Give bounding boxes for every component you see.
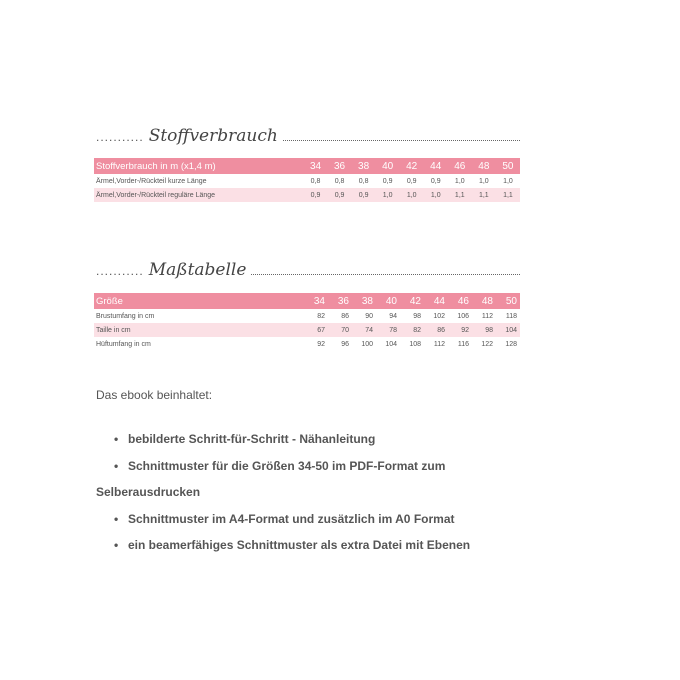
size-header: 42 bbox=[400, 293, 424, 309]
table-cell: 0,8 bbox=[334, 177, 345, 185]
row-label: Ärmel,Vorder-/Rückteil kurze Länge bbox=[96, 177, 207, 185]
size-header: 44 bbox=[424, 158, 448, 174]
table-row bbox=[94, 309, 520, 323]
table-cell: 1,0 bbox=[478, 177, 489, 185]
table-cell: 116 bbox=[457, 340, 469, 348]
size-header: 46 bbox=[448, 158, 472, 174]
list-item-text: Selberausdrucken bbox=[96, 485, 201, 499]
size-header: 48 bbox=[472, 293, 496, 309]
table-cell: 1,1 bbox=[472, 188, 496, 202]
row-label: Ärmel,Vorder-/Rückteil reguläre Länge bbox=[94, 188, 303, 202]
table-row bbox=[94, 174, 520, 188]
heading-dotted-line bbox=[283, 139, 520, 141]
table-cell: 78 bbox=[376, 323, 400, 337]
table-cell: 92 bbox=[317, 340, 325, 348]
table-cell: 74 bbox=[352, 323, 376, 337]
table-cell: 92 bbox=[448, 323, 472, 337]
table-cell: 102 bbox=[433, 312, 445, 320]
fabric-usage-title: Stoffverbrauch bbox=[148, 126, 278, 146]
list-item-text: Schnittmuster im A4-Format und zusätzlich im A0 Format bbox=[128, 511, 455, 526]
list-item bbox=[96, 533, 516, 559]
table-cell: 0,8 bbox=[310, 177, 321, 185]
size-header: 38 bbox=[352, 158, 376, 174]
fabric-usage-table bbox=[94, 158, 520, 202]
table-cell: 0,9 bbox=[352, 188, 376, 202]
table-cell: 104 bbox=[385, 340, 397, 348]
table-cell: 86 bbox=[424, 323, 448, 337]
list-item-text: bebilderte Schritt-für-Schritt - Nähanleitung bbox=[128, 432, 376, 446]
heading-dots: ........... bbox=[96, 130, 144, 144]
size-header: 34 bbox=[304, 293, 328, 309]
size-chart-table bbox=[94, 293, 520, 351]
heading-dots: ........... bbox=[96, 264, 144, 278]
table-cell: 104 bbox=[496, 323, 520, 337]
list-item bbox=[96, 427, 516, 453]
table-cell: 118 bbox=[505, 312, 517, 320]
table-cell: 1,0 bbox=[424, 188, 448, 202]
table-row bbox=[94, 323, 520, 337]
size-header: 48 bbox=[472, 158, 496, 174]
bullet-icon: • bbox=[114, 511, 119, 526]
table-cell: 122 bbox=[481, 340, 493, 348]
table-cell: 112 bbox=[433, 340, 445, 348]
table-header-row bbox=[94, 158, 520, 174]
table-cell: 1,0 bbox=[454, 177, 465, 185]
bullet-icon: • bbox=[114, 458, 119, 473]
table-cell: 86 bbox=[341, 312, 349, 320]
table-cell: 0,9 bbox=[430, 177, 441, 185]
size-header: 36 bbox=[328, 158, 352, 174]
bullet-icon: • bbox=[114, 538, 119, 552]
header-label: Größe bbox=[94, 293, 304, 309]
list-item-continuation bbox=[96, 480, 516, 506]
size-header: 40 bbox=[376, 158, 400, 174]
table-cell: 90 bbox=[365, 312, 373, 320]
header-label: Stoffverbrauch in m (x1,4 m) bbox=[94, 158, 303, 174]
table-cell: 98 bbox=[472, 323, 496, 337]
size-header: 46 bbox=[448, 293, 472, 309]
list-item-text: ein beamerfähiges Schnittmuster als extra Datei mit Ebenen bbox=[128, 538, 471, 552]
table-cell: 108 bbox=[409, 340, 421, 348]
size-chart-heading bbox=[96, 254, 520, 280]
table-cell: 0,9 bbox=[382, 177, 393, 185]
fabric-usage-heading bbox=[96, 120, 520, 146]
table-cell: 0,9 bbox=[406, 177, 417, 185]
table-cell: 112 bbox=[481, 312, 493, 320]
table-cell: 0,9 bbox=[328, 188, 352, 202]
size-header: 36 bbox=[328, 293, 352, 309]
ebook-intro: Das ebook beinhaltet: bbox=[96, 388, 213, 402]
table-cell: 0,9 bbox=[303, 188, 327, 202]
table-cell: 94 bbox=[389, 312, 397, 320]
row-label: Hüftumfang in cm bbox=[96, 340, 151, 348]
table-cell: 1,0 bbox=[376, 188, 400, 202]
size-header: 50 bbox=[496, 293, 520, 309]
size-header: 42 bbox=[400, 158, 424, 174]
list-item bbox=[96, 507, 516, 533]
size-header: 40 bbox=[376, 293, 400, 309]
table-row bbox=[94, 188, 520, 202]
row-label: Taille in cm bbox=[94, 323, 304, 337]
table-cell: 0,8 bbox=[358, 177, 369, 185]
size-header: 38 bbox=[352, 293, 376, 309]
table-cell: 67 bbox=[304, 323, 328, 337]
bullet-icon: • bbox=[114, 432, 119, 446]
table-cell: 82 bbox=[400, 323, 424, 337]
row-label: Brustumfang in cm bbox=[96, 312, 155, 320]
table-row bbox=[94, 337, 520, 351]
size-chart-title: Maßtabelle bbox=[148, 260, 247, 280]
table-cell: 82 bbox=[317, 312, 325, 320]
table-cell: 1,0 bbox=[503, 177, 513, 185]
table-cell: 1,1 bbox=[448, 188, 472, 202]
feature-list bbox=[96, 427, 516, 560]
table-cell: 106 bbox=[457, 312, 469, 320]
list-item-text: Schnittmuster für die Größen 34-50 im PDF-Format zum bbox=[128, 458, 446, 473]
size-header: 34 bbox=[303, 158, 327, 174]
table-cell: 128 bbox=[505, 340, 517, 348]
table-cell: 96 bbox=[341, 340, 349, 348]
size-header: 50 bbox=[496, 158, 520, 174]
table-header-row bbox=[94, 293, 520, 309]
table-cell: 1,1 bbox=[496, 188, 520, 202]
size-header: 44 bbox=[424, 293, 448, 309]
list-item bbox=[96, 454, 516, 480]
table-cell: 1,0 bbox=[400, 188, 424, 202]
heading-dotted-line bbox=[251, 273, 520, 275]
table-cell: 98 bbox=[413, 312, 421, 320]
table-cell: 100 bbox=[361, 340, 373, 348]
table-cell: 70 bbox=[328, 323, 352, 337]
